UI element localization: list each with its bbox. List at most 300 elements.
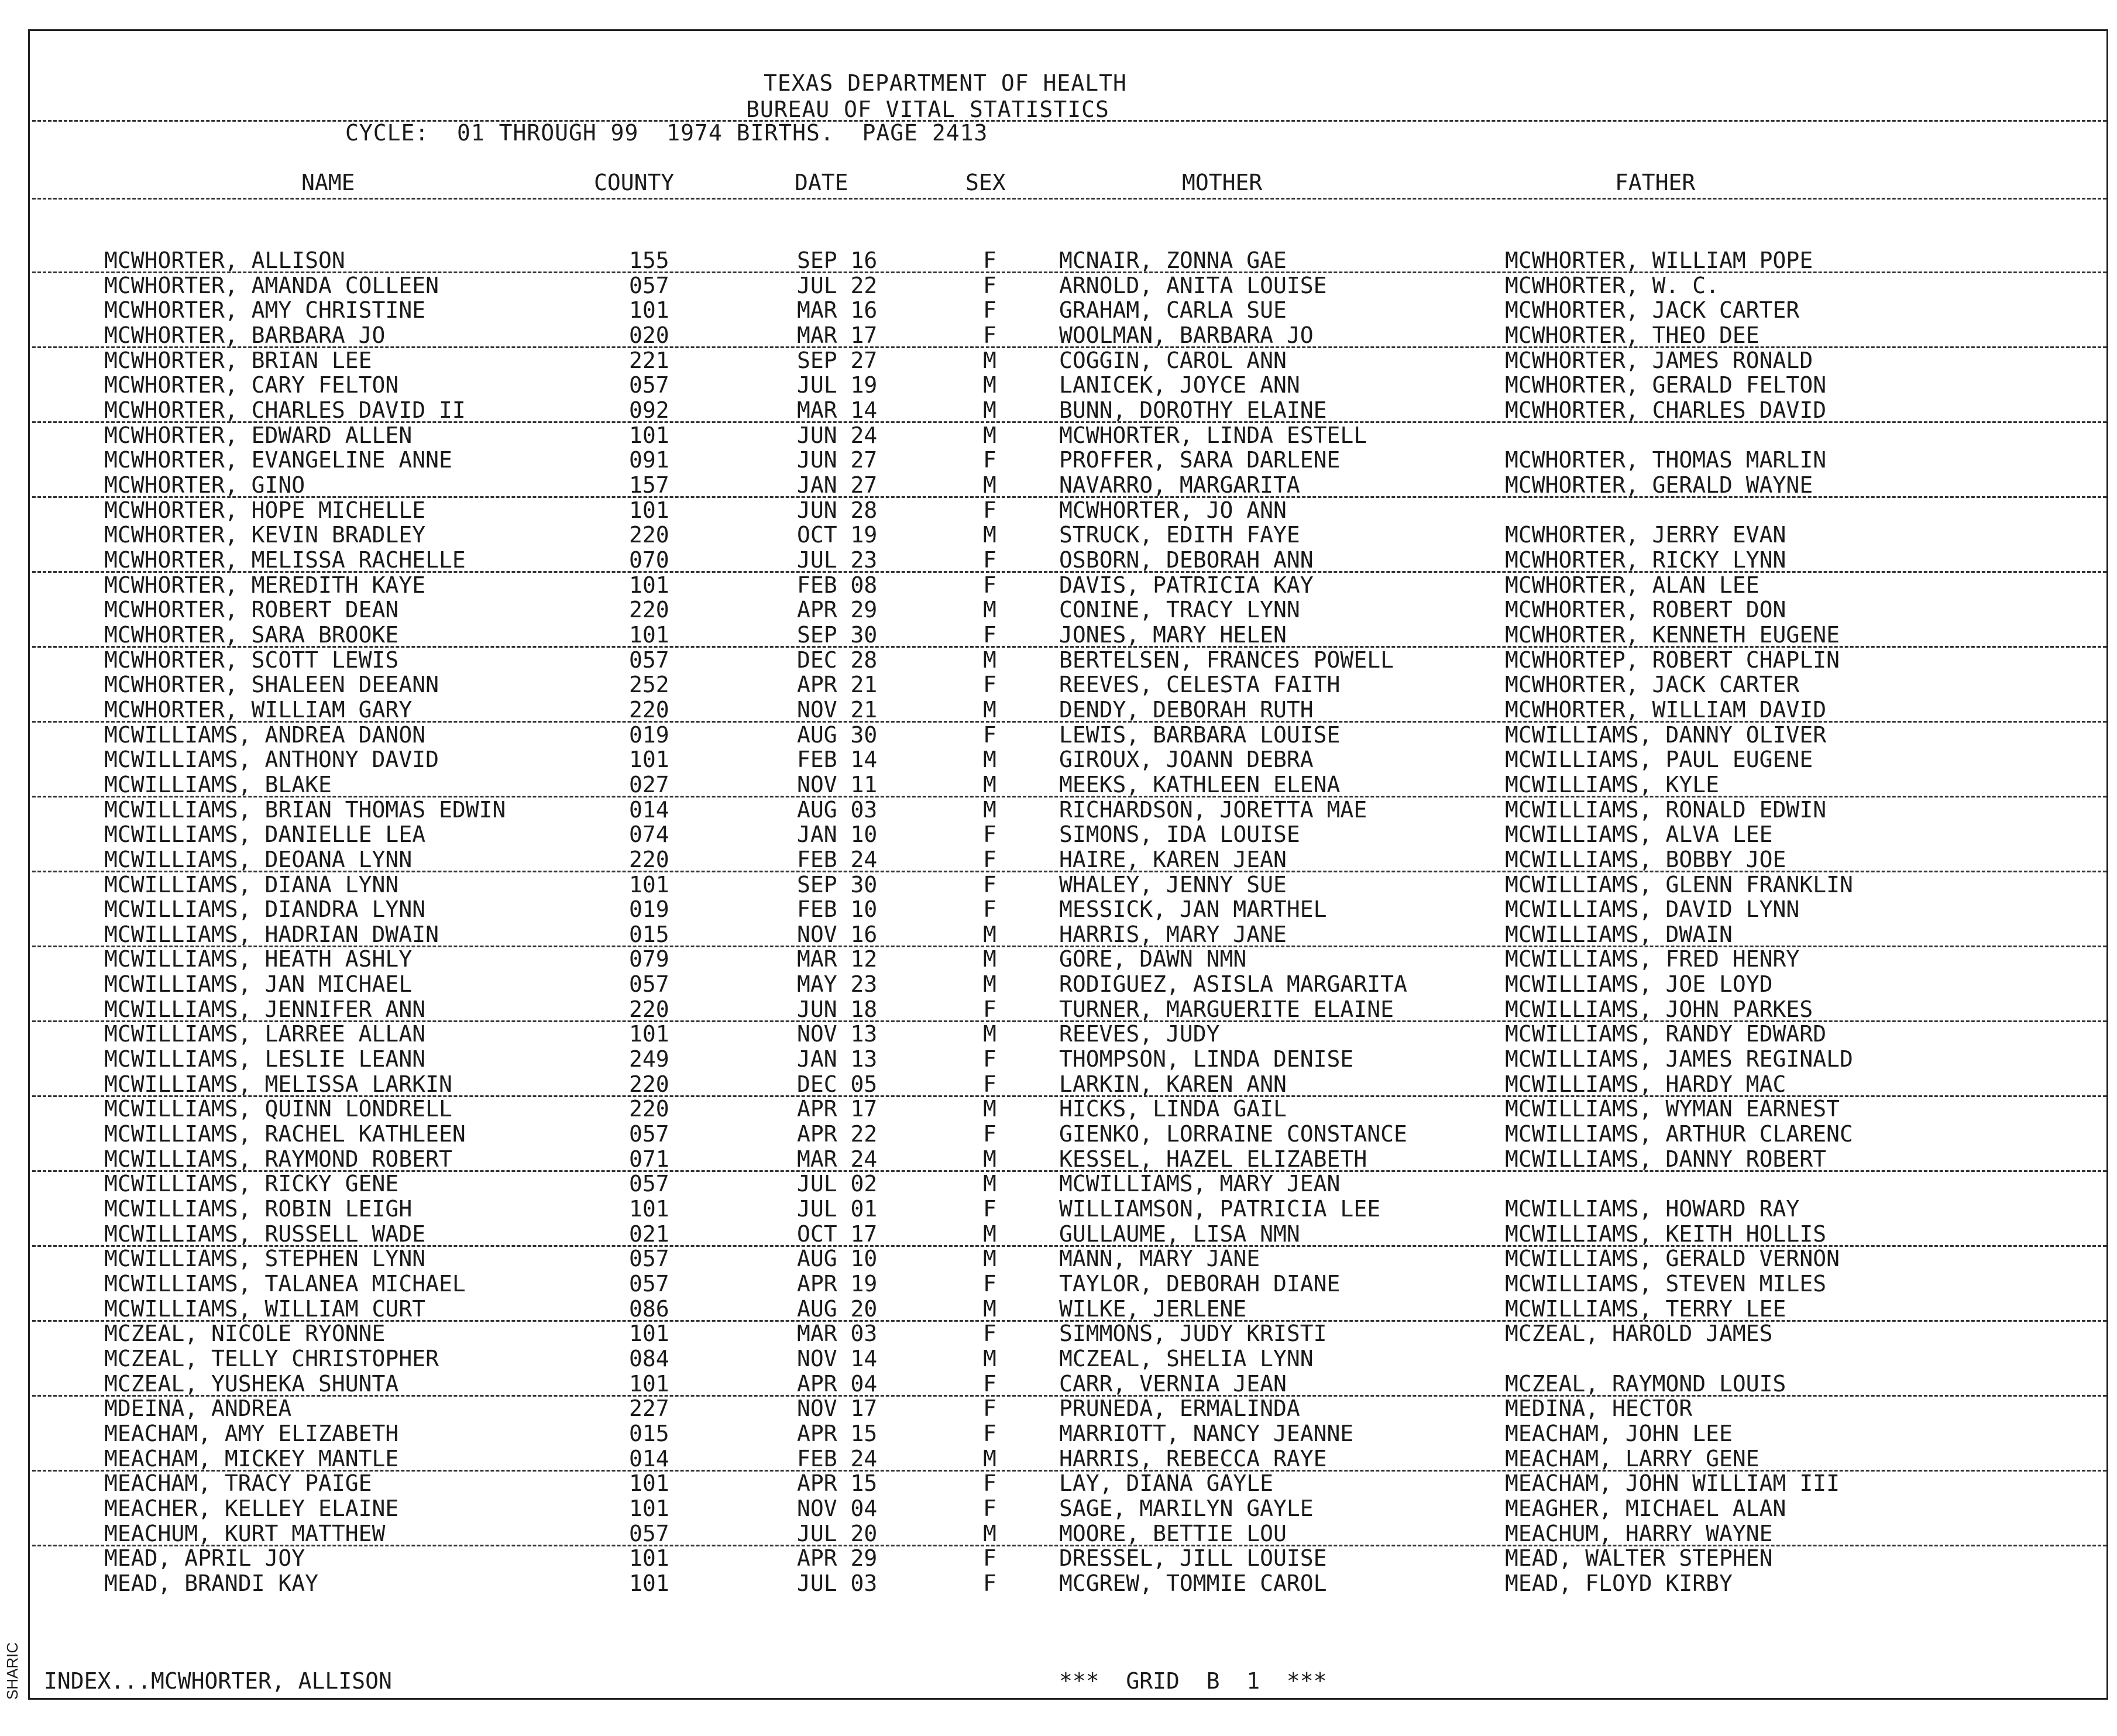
- table-row: [0, 1171, 2117, 1196]
- cell-date: JUL 19: [797, 372, 878, 398]
- cell-date: MAR 24: [797, 1146, 878, 1172]
- cell-date: DEC 28: [797, 647, 878, 673]
- cell-father: MCWHORTER, ALAN LEE: [1505, 572, 1759, 598]
- column-header-name: NAME: [301, 170, 355, 195]
- cell-mother: WILKE, JERLENE: [1059, 1295, 1247, 1322]
- cell-mother: OSBORN, DEBORAH ANN: [1059, 546, 1314, 573]
- cell-name: MCWHORTER, WILLIAM GARY: [104, 696, 413, 723]
- cell-name: MCWILLIAMS, RACHEL KATHLEEN: [104, 1121, 466, 1147]
- cell-county: 101: [629, 1196, 669, 1222]
- cell-sex: M: [983, 1021, 996, 1047]
- cell-father: MCZEAL, RAYMOND LOUIS: [1505, 1370, 1786, 1397]
- cell-county: 057: [629, 372, 669, 398]
- cell-father: MCZEAL, HAROLD JAMES: [1505, 1321, 1773, 1347]
- cell-sex: F: [983, 1496, 996, 1521]
- cell-father: MCWHORTER, WILLIAM POPE: [1505, 247, 1813, 273]
- table-row: [0, 548, 2117, 572]
- cell-father: MEACHAM, LARRY GENE: [1505, 1445, 1759, 1472]
- table-row: [0, 1246, 2117, 1271]
- cell-county: 220: [629, 597, 669, 623]
- cell-father: MCWILLIAMS, DWAIN: [1505, 921, 1733, 947]
- table-row: [0, 648, 2117, 672]
- cell-date: AUG 20: [797, 1295, 878, 1322]
- cell-county: 057: [629, 971, 669, 998]
- cell-date: SEP 16: [797, 247, 878, 273]
- cell-date: AUG 30: [797, 721, 878, 748]
- cell-mother: HICKS, LINDA GAIL: [1059, 1096, 1287, 1122]
- cell-name: MEAD, APRIL JOY: [104, 1545, 305, 1572]
- cell-mother: HAIRE, KAREN JEAN: [1059, 846, 1287, 872]
- table-row: [0, 1346, 2117, 1371]
- cell-date: SEP 27: [797, 347, 878, 373]
- cell-father: MCWILLIAMS, HARDY MAC: [1505, 1071, 1786, 1097]
- header-agency: TEXAS DEPARTMENT OF HEALTH: [764, 70, 1127, 96]
- cell-father: MCWILLIAMS, PAUL EUGENE: [1505, 747, 1813, 773]
- cell-name: MCZEAL, TELLY CHRISTOPHER: [104, 1346, 439, 1372]
- cell-mother: CONINE, TRACY LYNN: [1059, 597, 1300, 623]
- cell-name: MCWHORTER, MELISSA RACHELLE: [104, 546, 466, 573]
- table-row: [0, 298, 2117, 322]
- cell-date: DEC 05: [797, 1071, 878, 1097]
- cell-sex: F: [983, 721, 996, 748]
- cell-name: MCWILLIAMS, RUSSELL WADE: [104, 1221, 426, 1247]
- cell-date: SEP 30: [797, 871, 878, 898]
- cell-mother: BERTELSEN, FRANCES POWELL: [1059, 647, 1394, 673]
- cell-mother: SAGE, MARILYN GAYLE: [1059, 1496, 1314, 1521]
- cell-sex: F: [983, 1395, 996, 1422]
- cell-county: 057: [629, 272, 669, 298]
- cell-mother: WHALEY, JENNY SUE: [1059, 871, 1287, 898]
- table-row: [0, 1072, 2117, 1096]
- table-row: [0, 1471, 2117, 1496]
- cell-mother: MCWILLIAMS, MARY JEAN: [1059, 1171, 1341, 1197]
- cell-sex: M: [983, 946, 996, 972]
- cell-father: MCWHORTER, GERALD FELTON: [1505, 372, 1827, 398]
- cell-mother: PRUNEDA, ERMALINDA: [1059, 1395, 1300, 1422]
- cell-name: MCWILLIAMS, MELISSA LARKIN: [104, 1071, 452, 1097]
- header-cycle: CYCLE: 01 THROUGH 99 1974 BIRTHS. PAGE 2413: [345, 120, 988, 146]
- cell-sex: M: [983, 1445, 996, 1472]
- cell-father: MEACHUM, HARRY WAYNE: [1505, 1520, 1773, 1546]
- cell-county: 155: [629, 247, 669, 273]
- cell-name: MCWHORTER, CARY FELTON: [104, 372, 399, 398]
- cell-county: 057: [629, 1246, 669, 1272]
- cell-father: MCWILLIAMS, GERALD VERNON: [1505, 1246, 1840, 1272]
- cell-county: 057: [629, 1171, 669, 1197]
- footer-index: INDEX...MCWHORTER, ALLISON: [44, 1668, 392, 1694]
- cell-county: 014: [629, 1445, 669, 1472]
- cell-county: 220: [629, 696, 669, 723]
- cell-date: JUN 18: [797, 996, 878, 1022]
- cell-county: 014: [629, 796, 669, 823]
- cell-mother: SIMMONS, JUDY KRISTI: [1059, 1321, 1327, 1347]
- cell-sex: F: [983, 846, 996, 872]
- table-row: [0, 273, 2117, 298]
- table-row: [0, 473, 2117, 497]
- cell-name: MCWHORTER, ROBERT DEAN: [104, 597, 399, 623]
- table-row: [0, 1321, 2117, 1346]
- table-row: [0, 398, 2117, 422]
- cell-mother: LANICEK, JOYCE ANN: [1059, 372, 1300, 398]
- cell-county: 071: [629, 1146, 669, 1172]
- column-header-father: FATHER: [1615, 170, 1696, 195]
- cell-mother: CARR, VERNIA JEAN: [1059, 1370, 1287, 1397]
- cell-mother: GIENKO, LORRAINE CONSTANCE: [1059, 1121, 1407, 1147]
- cell-name: MCWILLIAMS, ANTHONY DAVID: [104, 747, 439, 773]
- cell-date: NOV 21: [797, 696, 878, 723]
- cell-mother: DRESSEL, JILL LOUISE: [1059, 1545, 1327, 1572]
- cell-date: APR 15: [797, 1421, 878, 1447]
- cell-mother: ARNOLD, ANITA LOUISE: [1059, 272, 1327, 298]
- cell-name: MCWHORTER, MEREDITH KAYE: [104, 572, 426, 598]
- cell-date: APR 22: [797, 1121, 878, 1147]
- column-header-mother: MOTHER: [1182, 170, 1263, 195]
- cell-mother: MANN, MARY JANE: [1059, 1246, 1260, 1272]
- cell-date: MAR 14: [797, 397, 878, 423]
- table-row: [0, 672, 2117, 697]
- cell-sex: M: [983, 647, 996, 673]
- cell-name: MCWHORTER, GINO: [104, 472, 305, 498]
- cell-county: 221: [629, 347, 669, 373]
- cell-sex: M: [983, 971, 996, 998]
- cell-sex: F: [983, 546, 996, 573]
- cell-name: MCWHORTER, EDWARD ALLEN: [104, 422, 413, 448]
- cell-sex: M: [983, 1146, 996, 1172]
- cell-name: MCWILLIAMS, WILLIAM CURT: [104, 1295, 426, 1322]
- column-header-date: DATE: [795, 170, 848, 195]
- cell-county: 220: [629, 1071, 669, 1097]
- cell-name: MCWILLIAMS, DANIELLE LEA: [104, 821, 426, 848]
- cell-date: JUN 27: [797, 447, 878, 473]
- cell-mother: RICHARDSON, JORETTA MAE: [1059, 796, 1367, 823]
- cell-name: MCWILLIAMS, LESLIE LEANN: [104, 1046, 426, 1072]
- cell-father: MEACHAM, JOHN LEE: [1505, 1421, 1733, 1447]
- cell-father: MCWHORTER, JERRY EVAN: [1505, 522, 1786, 548]
- cell-date: AUG 10: [797, 1246, 878, 1272]
- cell-date: MAY 23: [797, 971, 878, 998]
- table-row: [0, 1271, 2117, 1296]
- cell-county: 057: [629, 1121, 669, 1147]
- cell-father: MCWILLIAMS, ALVA LEE: [1505, 821, 1773, 848]
- cell-sex: M: [983, 1346, 996, 1372]
- cell-father: MCWILLIAMS, JAMES REGINALD: [1505, 1046, 1853, 1072]
- cell-county: 084: [629, 1346, 669, 1372]
- cell-mother: LAY, DIANA GAYLE: [1059, 1470, 1274, 1497]
- cell-date: MAR 16: [797, 297, 878, 324]
- cell-name: MEACHAM, MICKEY MANTLE: [104, 1445, 399, 1472]
- cell-date: JUL 01: [797, 1196, 878, 1222]
- cell-father: MCWILLIAMS, WYMAN EARNEST: [1505, 1096, 1840, 1122]
- table-row: [0, 1546, 2117, 1570]
- cell-date: OCT 19: [797, 522, 878, 548]
- cell-county: 101: [629, 1470, 669, 1497]
- cell-sex: M: [983, 397, 996, 423]
- cell-county: 101: [629, 572, 669, 598]
- cell-county: 252: [629, 672, 669, 698]
- cell-mother: TAYLOR, DEBORAH DIANE: [1059, 1271, 1341, 1297]
- cell-name: MCWILLIAMS, DIANA LYNN: [104, 871, 399, 898]
- cell-county: 092: [629, 397, 669, 423]
- table-row: [0, 822, 2117, 847]
- cell-date: FEB 10: [797, 896, 878, 923]
- cell-sex: F: [983, 1370, 996, 1397]
- cell-mother: KESSEL, HAZEL ELIZABETH: [1059, 1146, 1367, 1172]
- cell-name: MCWILLIAMS, JENNIFER ANN: [104, 996, 426, 1022]
- cell-name: MDEINA, ANDREA: [104, 1395, 292, 1422]
- cell-sex: M: [983, 771, 996, 797]
- cell-mother: DAVIS, PATRICIA KAY: [1059, 572, 1314, 598]
- table-row: [0, 348, 2117, 373]
- cell-sex: F: [983, 272, 996, 298]
- cell-father: MCWHORTER, JACK CARTER: [1505, 297, 1800, 324]
- cell-father: MEACHAM, JOHN WILLIAM III: [1505, 1470, 1840, 1497]
- cell-father: MEAD, WALTER STEPHEN: [1505, 1545, 1773, 1572]
- cell-name: MCWHORTER, BARBARA JO: [104, 322, 386, 348]
- table-row: [0, 448, 2117, 472]
- cell-sex: M: [983, 372, 996, 398]
- cell-name: MCWILLIAMS, LARREE ALLAN: [104, 1021, 426, 1047]
- cell-mother: MEEKS, KATHLEEN ELENA: [1059, 771, 1341, 797]
- footer-grid-label: *** GRID B 1 ***: [1059, 1668, 1327, 1694]
- cell-name: MCWILLIAMS, HADRIAN DWAIN: [104, 921, 439, 947]
- table-row: [0, 1496, 2117, 1521]
- cell-sex: F: [983, 1071, 996, 1097]
- cell-name: MCWHORTER, AMANDA COLLEEN: [104, 272, 439, 298]
- cell-father: MEDINA, HECTOR: [1505, 1395, 1693, 1422]
- cell-sex: F: [983, 672, 996, 698]
- cell-father: MCWILLIAMS, STEVEN MILES: [1505, 1271, 1827, 1297]
- cell-county: 101: [629, 1570, 669, 1596]
- cell-sex: F: [983, 1421, 996, 1447]
- cell-father: MCWILLIAMS, KEITH HOLLIS: [1505, 1221, 1827, 1247]
- table-row: [0, 1047, 2117, 1071]
- table-row: [0, 498, 2117, 522]
- table-row: [0, 1297, 2117, 1321]
- cell-sex: F: [983, 1271, 996, 1297]
- cell-county: 091: [629, 447, 669, 473]
- cell-date: JUL 03: [797, 1570, 878, 1596]
- cell-county: 101: [629, 871, 669, 898]
- cell-sex: M: [983, 347, 996, 373]
- cell-father: MCWHORTER, RICKY LYNN: [1505, 546, 1786, 573]
- cell-mother: MCWHORTER, JO ANN: [1059, 497, 1287, 523]
- cell-name: MCWHORTER, SCOTT LEWIS: [104, 647, 399, 673]
- table-row: [0, 1396, 2117, 1421]
- cell-mother: MCGREW, TOMMIE CAROL: [1059, 1570, 1327, 1596]
- cell-name: MCZEAL, NICOLE RYONNE: [104, 1321, 386, 1347]
- cell-mother: MOORE, BETTIE LOU: [1059, 1520, 1287, 1546]
- cell-name: MEACHUM, KURT MATTHEW: [104, 1520, 386, 1546]
- cell-county: 057: [629, 1520, 669, 1546]
- table-row: [0, 423, 2117, 448]
- cell-date: JAN 10: [797, 821, 878, 848]
- table-row: [0, 1421, 2117, 1446]
- table-row: [0, 772, 2117, 797]
- cell-county: 220: [629, 996, 669, 1022]
- table-row: [0, 573, 2117, 597]
- cell-county: 101: [629, 422, 669, 448]
- cell-date: SEP 30: [797, 621, 878, 648]
- cell-sex: F: [983, 1570, 996, 1596]
- cell-date: JAN 27: [797, 472, 878, 498]
- cell-county: 015: [629, 1421, 669, 1447]
- cell-father: MCWILLIAMS, ARTHUR CLARENC: [1505, 1121, 1853, 1147]
- cell-county: 101: [629, 497, 669, 523]
- cell-county: 101: [629, 1370, 669, 1397]
- cell-father: MCWILLIAMS, BOBBY JOE: [1505, 846, 1786, 872]
- cell-name: MCWILLIAMS, ROBIN LEIGH: [104, 1196, 413, 1222]
- cell-mother: GORE, DAWN NMN: [1059, 946, 1247, 972]
- cell-county: 015: [629, 921, 669, 947]
- cell-mother: MESSICK, JAN MARTHEL: [1059, 896, 1327, 923]
- column-header-sex: SEX: [965, 170, 1006, 195]
- cell-sex: M: [983, 422, 996, 448]
- cell-sex: F: [983, 996, 996, 1022]
- table-row: [0, 872, 2117, 897]
- cell-father: MEAGHER, MICHAEL ALAN: [1505, 1496, 1786, 1521]
- cell-date: JUN 24: [797, 422, 878, 448]
- cell-sex: F: [983, 447, 996, 473]
- cell-sex: F: [983, 1470, 996, 1497]
- cell-mother: MARRIOTT, NANCY JEANNE: [1059, 1421, 1354, 1447]
- cell-sex: M: [983, 921, 996, 947]
- cell-mother: PROFFER, SARA DARLENE: [1059, 447, 1341, 473]
- cell-sex: F: [983, 621, 996, 648]
- table-row: [0, 1521, 2117, 1546]
- cell-sex: M: [983, 696, 996, 723]
- cell-sex: F: [983, 1321, 996, 1347]
- cell-name: MCWHORTER, SHALEEN DEEANN: [104, 672, 439, 698]
- cell-date: APR 04: [797, 1370, 878, 1397]
- cell-county: 070: [629, 546, 669, 573]
- cell-father: MCWHORTER, KENNETH EUGENE: [1505, 621, 1840, 648]
- table-row: [0, 797, 2117, 822]
- cell-date: NOV 14: [797, 1346, 878, 1372]
- cell-sex: M: [983, 472, 996, 498]
- cell-sex: M: [983, 1520, 996, 1546]
- cell-county: 101: [629, 621, 669, 648]
- cell-county: 249: [629, 1046, 669, 1072]
- cell-name: MEACHAM, AMY ELIZABETH: [104, 1421, 399, 1447]
- cell-father: MCWILLIAMS, JOE LOYD: [1505, 971, 1773, 998]
- cell-father: MCWHORTER, W. C.: [1505, 272, 1720, 298]
- cell-county: 101: [629, 1321, 669, 1347]
- cell-date: APR 21: [797, 672, 878, 698]
- cell-mother: LEWIS, BARBARA LOUISE: [1059, 721, 1341, 748]
- table-row: [0, 1122, 2117, 1146]
- cell-mother: HARRIS, REBECCA RAYE: [1059, 1445, 1327, 1472]
- cell-father: MCWILLIAMS, HOWARD RAY: [1505, 1196, 1800, 1222]
- cell-county: 101: [629, 1021, 669, 1047]
- cell-date: APR 17: [797, 1096, 878, 1122]
- table-row: [0, 1147, 2117, 1171]
- cell-sex: F: [983, 297, 996, 324]
- cell-date: NOV 04: [797, 1496, 878, 1521]
- cell-date: JUL 02: [797, 1171, 878, 1197]
- cell-father: MCWILLIAMS, GLENN FRANKLIN: [1505, 871, 1853, 898]
- cell-father: MCWILLIAMS, RONALD EDWIN: [1505, 796, 1827, 823]
- cell-name: MCWHORTER, AMY CHRISTINE: [104, 297, 426, 324]
- cell-mother: MCWHORTER, LINDA ESTELL: [1059, 422, 1367, 448]
- cell-father: MCWILLIAMS, RANDY EDWARD: [1505, 1021, 1827, 1047]
- cell-name: MCWHORTER, CHARLES DAVID II: [104, 397, 466, 423]
- table-row: [0, 897, 2117, 922]
- cell-name: MCZEAL, YUSHEKA SHUNTA: [104, 1370, 399, 1397]
- cell-date: AUG 03: [797, 796, 878, 823]
- cell-date: JUL 23: [797, 546, 878, 573]
- cell-mother: LARKIN, KAREN ANN: [1059, 1071, 1287, 1097]
- cell-name: MCWILLIAMS, JAN MICHAEL: [104, 971, 413, 998]
- cell-date: NOV 17: [797, 1395, 878, 1422]
- cell-sex: M: [983, 1171, 996, 1197]
- cell-county: 019: [629, 721, 669, 748]
- cell-mother: DENDY, DEBORAH RUTH: [1059, 696, 1314, 723]
- cell-name: MCWILLIAMS, ANDREA DANON: [104, 721, 426, 748]
- table-row: [0, 997, 2117, 1022]
- cell-county: 020: [629, 322, 669, 348]
- cell-name: MCWILLIAMS, DEOANA LYNN: [104, 846, 413, 872]
- cell-date: APR 29: [797, 597, 878, 623]
- table-row: [0, 1446, 2117, 1471]
- table-row: [0, 972, 2117, 996]
- cell-date: MAR 17: [797, 322, 878, 348]
- cell-father: MCWILLIAMS, DANNY ROBERT: [1505, 1146, 1827, 1172]
- cell-mother: GULLAUME, LISA NMN: [1059, 1221, 1300, 1247]
- cell-sex: M: [983, 1221, 996, 1247]
- cell-sex: F: [983, 247, 996, 273]
- cell-sex: F: [983, 896, 996, 923]
- table-row: [0, 1571, 2117, 1596]
- cell-name: MCWILLIAMS, TALANEA MICHAEL: [104, 1271, 466, 1297]
- cell-mother: SIMONS, IDA LOUISE: [1059, 821, 1300, 848]
- cell-date: APR 29: [797, 1545, 878, 1572]
- cell-name: MCWHORTER, ALLISON: [104, 247, 345, 273]
- cell-date: NOV 11: [797, 771, 878, 797]
- cell-mother: NAVARRO, MARGARITA: [1059, 472, 1300, 498]
- table-row: [0, 1222, 2117, 1246]
- cell-county: 027: [629, 771, 669, 797]
- cell-county: 157: [629, 472, 669, 498]
- cell-mother: GIROUX, JOANN DEBRA: [1059, 747, 1314, 773]
- cell-name: MCWILLIAMS, HEATH ASHLY: [104, 946, 413, 972]
- side-watermark: SHARIC: [4, 1642, 21, 1700]
- cell-county: 101: [629, 297, 669, 324]
- cell-mother: GRAHAM, CARLA SUE: [1059, 297, 1287, 324]
- cell-mother: BUNN, DOROTHY ELAINE: [1059, 397, 1327, 423]
- cell-father: MCWILLIAMS, TERRY LEE: [1505, 1295, 1786, 1322]
- cell-date: MAR 12: [797, 946, 878, 972]
- cell-mother: WOOLMAN, BARBARA JO: [1059, 322, 1314, 348]
- cell-date: MAR 03: [797, 1321, 878, 1347]
- cell-name: MCWILLIAMS, BLAKE: [104, 771, 332, 797]
- cell-mother: MCNAIR, ZONNA GAE: [1059, 247, 1287, 273]
- cell-date: FEB 14: [797, 747, 878, 773]
- cell-name: MCWHORTER, EVANGELINE ANNE: [104, 447, 452, 473]
- cell-mother: JONES, MARY HELEN: [1059, 621, 1287, 648]
- cell-county: 227: [629, 1395, 669, 1422]
- cell-father: MCWILLIAMS, KYLE: [1505, 771, 1720, 797]
- cell-mother: MCZEAL, SHELIA LYNN: [1059, 1346, 1314, 1372]
- cell-sex: F: [983, 572, 996, 598]
- table-row: [0, 1197, 2117, 1221]
- cell-date: NOV 13: [797, 1021, 878, 1047]
- cell-sex: M: [983, 1295, 996, 1322]
- cell-sex: M: [983, 1096, 996, 1122]
- cell-mother: COGGIN, CAROL ANN: [1059, 347, 1287, 373]
- cell-name: MCWILLIAMS, STEPHEN LYNN: [104, 1246, 426, 1272]
- cell-name: MCWILLIAMS, RICKY GENE: [104, 1171, 399, 1197]
- table-row: [0, 1096, 2117, 1121]
